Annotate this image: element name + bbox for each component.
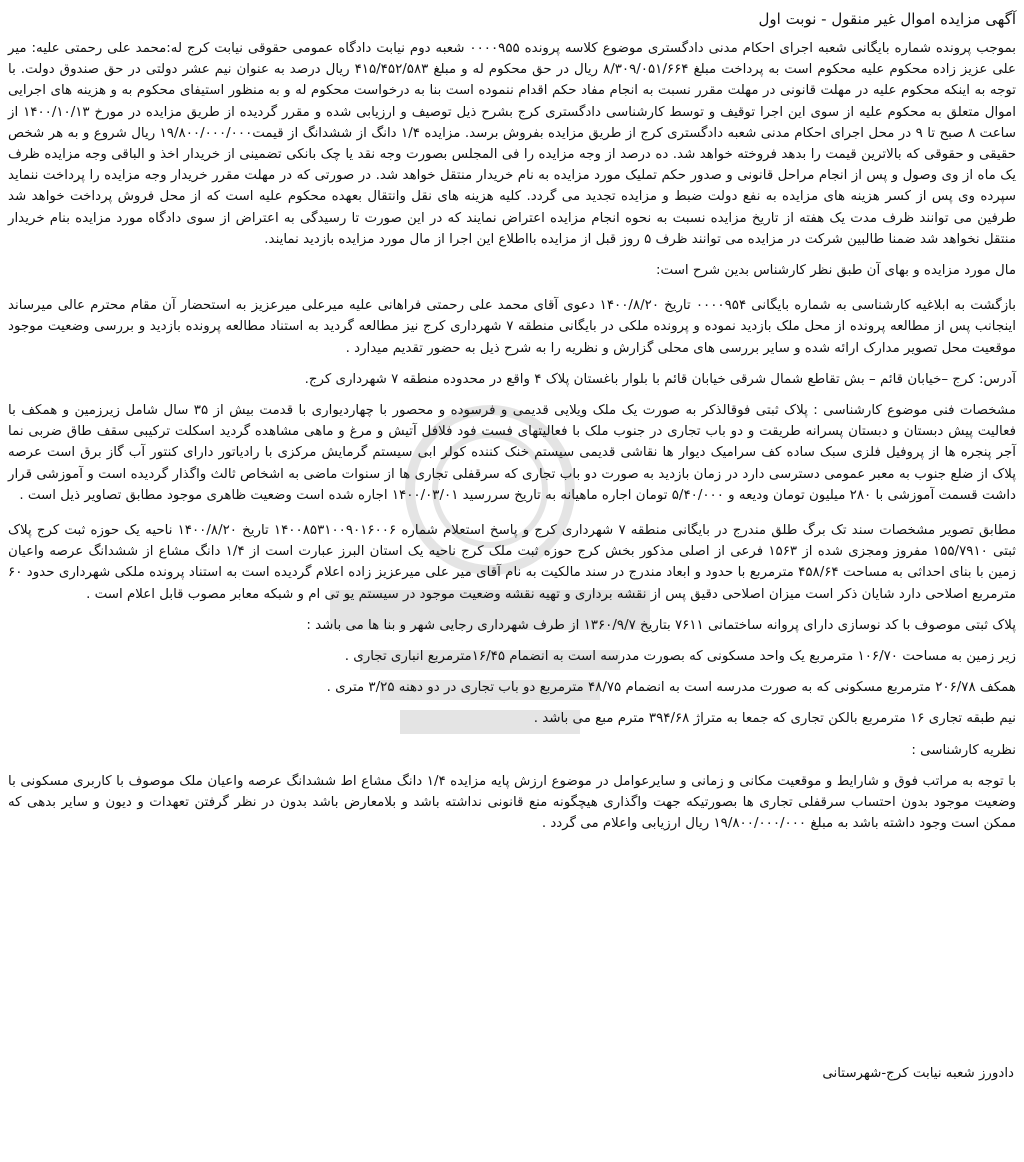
ground-floor-line: همکف ۲۰۶/۷۸ مترمربع مسکونی که به صورت مدرسه است به انضمام ۴۸/۷۵ مترمربع دو باب تجاری در دو دهنه ۳/۲۵ متری . xyxy=(326,680,1016,696)
notice-title: آگهی مزایده اموال غیر منقول - نوبت اول xyxy=(758,10,1016,28)
subject-heading: مال مورد مزایده و بهای آن طبق نظر کارشناس بدین شرح است: xyxy=(656,263,1016,279)
permit-paragraph: پلاک ثبتی موصوف با کد نوسازی دارای پروانه ساختمانی ۷۶۱۱ بتاریخ ۱۳۶۰/۹/۷ از طرف شهرداری رجایی شهر و بنا ها می باشد : xyxy=(306,617,1016,633)
basement-line: زیر زمین به مساحت ۱۰۶/۷۰ مترمربع یک واحد مسکونی که بصورت مدرسه است به انضمام ۱۶/۴۵مترمربع انباری تجاری . xyxy=(344,649,1016,665)
expert-return-paragraph: بازگشت به ابلاغیه کارشناسی به شماره بایگانی ۰۰۰۰۹۵۴ تاریخ ۱۴۰۰/۸/۲۰ دعوی آقای محمد علی رحمتی فراهانی علیه میرعلی میرعزیز به استحضار آن مقام محترم عالی میرساند اینجانب پس از مطالعه پرونده از محل ملک بازدید نموده و پرونده ملکی در بایگانی منطقه ۷ شهرداری کرج نیز مطالعه گردید به استناد مطالعه پرونده بازدید و بررسی وضعیت موجود موقعیت محل تصویر مدارک ارائه شده و سایر بررسی های محلی گزارش و نظریه را به شرح ذیل به حضور تقدیم میدارد . xyxy=(8,298,1016,356)
auction-notice xyxy=(8,8,1016,835)
deed-paragraph: مطابق تصویر مشخصات سند تک برگ طلق مندرج در بایگانی منطقه ۷ شهرداری کرج و پاسخ استعلام شماره ۱۴۰۰۸۵۳۱۰۰۹۰۱۶۰۰۶ تاریخ ۱۴۰۰/۸/۲۰ ناحیه یک حوزه ثبت کرج پلاک ثبتی ۱۵۵/۷۹۱۰ مفروز ومجزی شده از ۱۵۶۳ فرعی از اصلی مذکور بخش کرج حوزه ثبت ملک کرج ناحیه یک استان البرز عبارت است از ۱/۴ دانگ مشاع از ششدانگ عرصه واعیان زمین با بنای احداثی به مساحت ۴۵۸/۶۴ مترمربع با حدود و ابعاد مندرج در سند مالکیت به نام آقای میر علی میرعزیز زاده اعلام گردیده است به استناد پرونده ملکی شهرداری حدود ۶۰ مترمربع اصلاحی دارد شایان ذکر است میزان اصلاحی دقیق پس از نقشه برداری و تهیه نقشه وضعیت موجود در سیستم یو تی ام و شبکه معابر مصوب قابل اعلام است . xyxy=(8,523,1017,602)
opinion-paragraph: با توجه به مراتب فوق و شارایط و موقعیت مکانی و زمانی و سایرعوامل در موضوع ارزش پایه مزایده ۱/۴ دانگ مشاع اط ششدانگ عرصه واعیان ملک موصوف با کاربری مسکونی با وضعیت موجود بدون احتساب سرقفلی تجاری ها بصورتیکه جهت واگذاری هیچگونه منع قانونی نداشته باشد و بلامعارض باشد بدون در نظر گرفتن تعهدات و دیون و سایر بدهی که ممکن است وجود داشته باشد به مبلغ ۱۹/۸۰۰/۰۰۰/۰۰۰ ریال ارزیابی واعلام می گردد . xyxy=(8,773,1016,832)
technical-spec-paragraph: مشخصات فنی موضوع کارشناسی : پلاک ثبتی فوقالذکر به صورت یک ملک ویلایی قدیمی و فرسوده و محصور با چهاردیواری با قدمت بیش از ۳۵ سال شامل زیرزمین و همکف با فعالیت پیش دبستان و دبستان پسرانه طریقت و دو باب تجاری در جنوب ملک با فعالیتهای فست فود فلافل آتیش و مرغ و ماهی مشاهده گردید اسکلت ترکیبی سقف طاق ضربی نما آجر پنجره ها از پروفیل فلزی سبک ساده کف سرامیک دیوار ها نقاشی قدیمی سیستم خنک کننده کولر ابی سیستم گرمایش مرکزی با رادیاتور دارای کنتور آب گاز برق است عرصه پلاک از ضلع جنوب به معبر عمومی دسترسی دارد در زمان بازدید به صورت دو باب تجاری که سرقفلی تجاری ها از سنوات ماضی به اشخاص ثالث واگذار گردیده است و آموزشی قرار داشت قسمت آموزشی با ۲۸۰ میلیون تومان ودیعه و ۵/۴۰/۰۰۰ تومان اجاره ماهیانه به تاریخ سررسید ۱۴۰۰/۰۳/۰۱ اجاره شده است وضعیت ظاهری موجود مطابق تصاویر ذیل است . xyxy=(8,403,1016,503)
intro-paragraph: بموجب پرونده شماره بایگانی شعبه اجرای احکام مدنی دادگستری موضوع کلاسه پرونده ۰۰۰۰۹۵۵ شعبه دوم نیابت دادگاه عمومی حقوقی نیابت کرج له:محمد علی رحمتی علیه: میر علی عزیز زاده محکوم علیه محکوم است به پرداخت مبلغ ۸/۳۰۹/۰۵۱/۶۶۴ ریال در حق محکوم له و مبلغ ۴۱۵/۴۵۲/۵۸۳ ریال درصد به عنوان نیم عشر دولتی در حق صندوق دولت. با توجه به اینکه محکوم علیه در مهلت قانونی در مهلت مقرر نسبت به انجام مفاد حکم اقدام ننموده است بنا به درخواست محکوم له و به منظور استیفای محکوم به و هزینه های اجرایی اموال متعلق به محکوم علیه از سوی این اجرا توقیف و توسط کارشناسی دادگستری کرج بشرح ذیل توصیف و ارزیابی شده و مقرر گردیده از طریق مزایده در مورخ ۱۴۰۰/۱۰/۱۳ از ساعت ۸ صبح تا ۹ در محل اجرای احکام مدنی شعبه دادگستری کرج از طریق مزایده بفروش برسد. مزایده ۱/۴ دانگ از ششدانگ از قیمت۱۹/۸۰۰/۰۰۰/۰۰۰ ریال شروع و به هر شخص حقیقی و حقوقی که بالاترین قیمت را بدهد فروخته خواهد شد. ده درصد از وجه مزایده را فی المجلس بصورت وجه نقد یا چک بانکی تضمینی از خریدار اخذ و الباقی وجه مزایده ظرف یک ماه از وی وصول و پس از انجام مراحل قانونی و صدور حکم تملیک مورد مزایده به نام خریدار منتقل خواهد شد. در صورتی که در مهلت مقرر خریدار وجه مزایده را پرداخت ننماید سپرده وی پس از کسر هزینه های مزایده به نفع دولت ضبط و مزایده تجدید می گردد. کلیه هزینه های نقل وانتقال بعهده محکوم علیه است که از محل فروش پرداخت خواهد شد طرفین می توانند ظرف مدت یک هفته از تاریخ مزایده نسبت به نحوه انجام مزایده اعتراض نمایند که در این صورت تا رسیدگی به اعتراض از سوی دادگاه مورد مزایده بنام خریدار منتقل نخواهد شد ضمنا طالبین شرکت در مزایده می توانند ظرف ۵ روز قبل از مزایده بااطلاع این اجرا از مال مورد مزایده بازدید نمایند. xyxy=(8,41,1016,247)
signature-line: دادورز شعبه نیابت کرج-شهرستانی xyxy=(822,1066,1014,1081)
mezzanine-line: نیم طبقه تجاری ۱۶ مترمربع بالکن تجاری که جمعا به متراژ ۳۹۴/۶۸ مترم مبع می باشد . xyxy=(533,711,1016,727)
address-paragraph: آدرس: کرج –خیابان قائم – بش تقاطع شمال شرقی خیابان قائم با بلوار باغستان پلاک ۴ واقع در محدوده منطقه ۷ شهرداری کرج. xyxy=(304,371,1016,387)
opinion-heading: نظریه کارشناسی : xyxy=(911,742,1016,758)
